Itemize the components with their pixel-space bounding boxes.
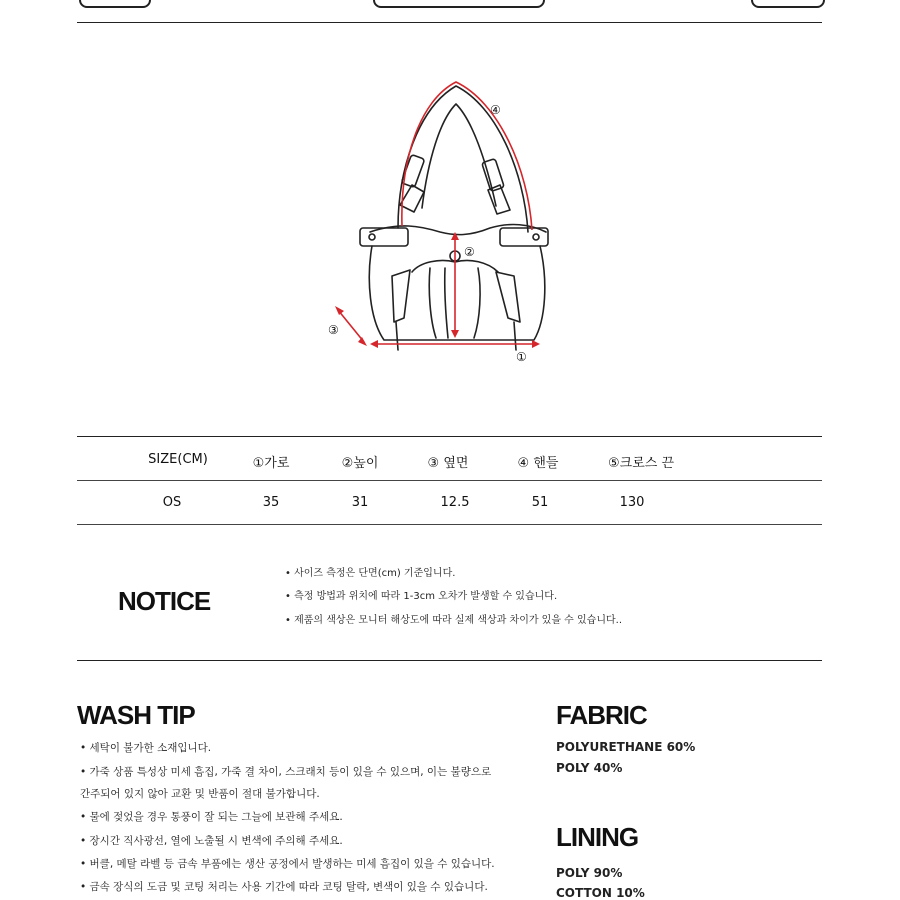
marker-3: ③ [328, 323, 339, 337]
list-item: • 장시간 직사광선, 열에 노출될 시 변색에 주의해 주세요. [80, 835, 343, 847]
fabric-item: POLYURETHANE 60% [556, 740, 696, 754]
header-side: ③ 옆면 [427, 456, 469, 471]
list-item: • 제품의 색상은 모니터 해상도에 따라 실제 색상과 차이가 있을 수 있습니다.. [285, 615, 623, 626]
table-top-border [77, 436, 822, 437]
lining-title: LINING [556, 822, 639, 852]
top-divider [77, 22, 822, 23]
list-item: • 물에 젖었을 경우 통풍이 잘 되는 그늘에 보관해 주세요. [80, 811, 343, 823]
marker-2: ② [464, 245, 475, 259]
row-size: OS [162, 495, 182, 510]
table-bottom-border [77, 524, 822, 525]
list-item: • 세탁이 불가한 소재입니다. [80, 742, 212, 754]
list-item: • 금속 장식의 도금 및 코팅 처리는 사용 기간에 따라 코팅 탈락, 변색이 있을 수 있습니다. [80, 881, 488, 893]
row-height: 31 [351, 495, 369, 510]
lining-item: POLY 90% [556, 866, 623, 880]
row-handle: 51 [531, 495, 549, 510]
section-divider [77, 660, 822, 661]
header-size: SIZE(CM) [148, 452, 208, 467]
list-item: • 버클, 메탈 라벨 등 금속 부품에는 생산 공정에서 발생하는 미세 흠집이 있을 수 있습니다. [80, 858, 495, 870]
table-mid-border [77, 480, 822, 481]
top-left-tab[interactable] [79, 0, 151, 8]
list-item: • 가죽 상품 특성상 미세 흠집, 가죽 결 차이, 스크래치 등이 있을 수 있으며, 이는 불량으로 [80, 766, 492, 778]
row-cross-strap: 130 [619, 495, 645, 510]
notice-title: NOTICE [118, 586, 211, 616]
bag-measurement-diagram [320, 75, 550, 375]
header-handle: ④ 핸들 [517, 456, 559, 471]
header-width: ①가로 [252, 456, 290, 471]
marker-4: ④ [490, 103, 501, 117]
fabric-item: POLY 40% [556, 761, 623, 775]
top-center-tab[interactable] [373, 0, 545, 8]
measurement-lines [335, 82, 540, 348]
marker-1: ① [516, 350, 527, 364]
header-height: ②높이 [341, 456, 379, 471]
list-item: • 측정 방법과 위치에 따라 1-3cm 오차가 발생할 수 있습니다. [285, 591, 558, 602]
row-width: 35 [262, 495, 280, 510]
wash-tip-title: WASH TIP [77, 700, 195, 730]
fabric-title: FABRIC [556, 700, 647, 730]
side-depth-arrow [338, 310, 364, 342]
list-item: • 사이즈 측정은 단면(cm) 기준입니다. [285, 568, 456, 579]
header-cross-strap: ⑤크로스 끈 [607, 456, 675, 471]
bag-illustration [360, 86, 548, 350]
top-right-tab[interactable] [751, 0, 825, 8]
diagram-markers [328, 103, 527, 364]
list-item: 간주되어 있지 않아 교환 및 반품이 절대 불가합니다. [80, 788, 320, 800]
lining-item: COTTON 10% [556, 886, 645, 900]
row-side: 12.5 [440, 495, 470, 510]
